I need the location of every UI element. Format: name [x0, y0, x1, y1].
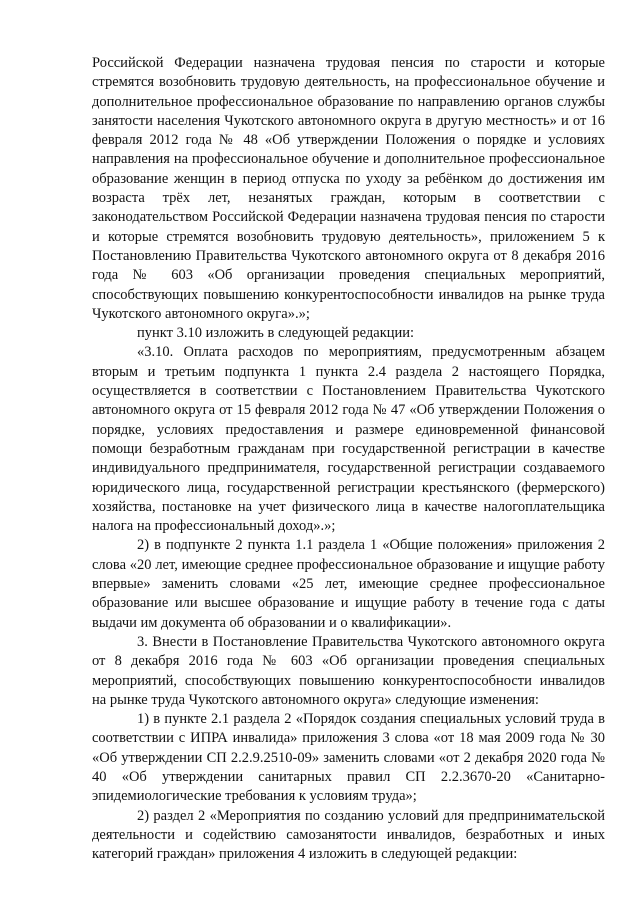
paragraph-continuation: Российской Федерации назначена трудовая пенсия по старости и которые стремятся возобновить трудовую деятельность, на профессиональное обучение и дополнительное профессиональное образование по направлению органов службы занятости населения Чукотского автономного округа в другую местность» и от 16 февраля 2012 года № 48 «Об утверждении Положения о порядке и условиях направления на профессиональное обучение и дополнительное профессиональное образование женщин в период отпуска по уходу за ребёнком до достижения им возраста трёх лет, незанятых граждан, которым в соответствии с законодательством Российской Федерации назначена трудовая пенсия по старости и которые стремятся возобновить трудовую деятельность», приложением 5 к Постановлению Правительства Чукотского автономного округа от 8 декабря 2016 года № 603 «Об организации проведения специальных мероприятий, способствующих повышению конкурентоспособности инвалидов на рынке труда Чукотского автономного округа».»; [92, 55, 605, 322]
document-page [92, 54, 605, 864]
paragraph-item-3-subitem-2: 2) раздел 2 «Мероприятия по созданию условий для предпринимательской деятельности и содействию самозанятости инвалидов, безработных и иных категорий граждан» приложения 4 изложить в следующей редакции: [92, 807, 605, 863]
paragraph-item-3-10-intro: пункт 3.10 изложить в следующей редакции: [137, 325, 415, 342]
paragraph-item-3-10-text: «3.10. Оплата расходов по мероприятиям, предусмотренным абзацем вторым и третьим подпункта 1 пункта 2.4 раздела 2 настоящего Порядка, осуществляется в соответствии с Постановлением Правительства Чукотского автономного округа от 15 февраля 2012 года № 47 «Об утверждении Положения о порядке, условиях предоставления и размере единовременной финансовой помощи безработным гражданам при государственной регистрации в качестве индивидуального предпринимателя, государственной регистрации создаваемого юридического лица, государственной регистрации крестьянского (фермерского) хозяйства, постановке на учет физического лица в качестве налогоплательщика налога на профессиональный доход».»; [92, 344, 605, 535]
paragraph-item-3: 3. Внести в Постановление Правительства Чукотского автономного округа от 8 декабря 2016 года № 603 «Об организации проведения специальных мероприятий, способствующих повышению конкурентоспособности инвалидов на рынке труда Чукотского автономного округа» следующие изменения: [92, 633, 605, 708]
paragraph-item-3-subitem-1: 1) в пункте 2.1 раздела 2 «Порядок создания специальных условий труда в соответствии с ИПРА инвалида» приложения 3 слова «от 18 мая 2009 года № 30 «Об утверждении СП 2.2.9.2510-09» заменить словами «от 2 декабря 2020 года № 40 «Об утверждении санитарных правил СП 2.2.3670-20 «Санитарно-эпидемиологические требования к условиям труда»; [92, 711, 605, 805]
paragraph-subitem-2: 2) в подпункте 2 пункта 1.1 раздела 1 «Общие положения» приложения 2 слова «20 лет, имеющие среднее профессиональное образование и ищущие работу впервые» заменить словами «25 лет, имеющие среднее профессиональное образование или высшее образование и ищущие работу в течение года с даты выдачи им документа об образовании и о квалификации». [92, 537, 605, 631]
